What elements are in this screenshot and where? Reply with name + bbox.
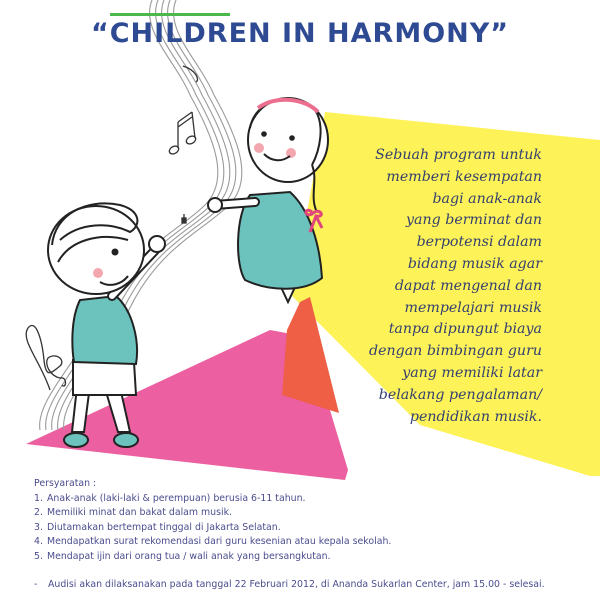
description-line: mempelajari musik (404, 299, 542, 316)
description-line: dapat mengenal dan (394, 277, 542, 294)
description-line: Sebuah program untuk (375, 147, 542, 163)
description-line: belakang pengalaman/ (378, 386, 542, 403)
requirements-heading: Persyaratan : (34, 478, 97, 489)
requirement-item: 3. Diutamakan bertempat tinggal di Jakarta Selatan. (34, 521, 281, 533)
description-line: berpotensi dalam (416, 234, 542, 251)
description-line: yang memiliki latar (402, 364, 542, 381)
description-line: tanpa dipungut biaya (388, 321, 542, 338)
top-header-cropped (110, 0, 490, 2)
note-item: - Audisi akan dilaksanakan pada tanggal 22 Februari 2012, di Ananda Sukarlan Center, jam 15.00 - selesai. (34, 579, 545, 590)
requirements-list (34, 477, 391, 565)
requirement-item: 5. Mendapat ijin dari orang tua / wali anak yang bersangkutan. (34, 550, 331, 562)
description-line: pendidikan musik. (409, 408, 542, 425)
description-line: memberi kesempatan (386, 168, 542, 185)
description-line: dengan bimbingan guru (369, 343, 542, 360)
requirement-item: 2. Memiliki minat dan bakat dalam musik. (34, 507, 233, 519)
audition-notes (34, 578, 545, 593)
description-line: bagi anak-anak (432, 190, 542, 207)
requirement-item: 1. Anak-anak (laki-laki & perempuan) berusia 6-11 tahun. (34, 492, 306, 504)
description-line: bidang musik agar (407, 255, 542, 272)
requirement-item: 4. Mendapatkan surat rekomendasi dari guru kesenian atau kepala sekolah. (34, 536, 392, 548)
description-line: yang berminat dan (406, 212, 542, 229)
program-description (272, 145, 542, 428)
poster-title: “CHILDREN IN HARMONY” (90, 18, 510, 49)
